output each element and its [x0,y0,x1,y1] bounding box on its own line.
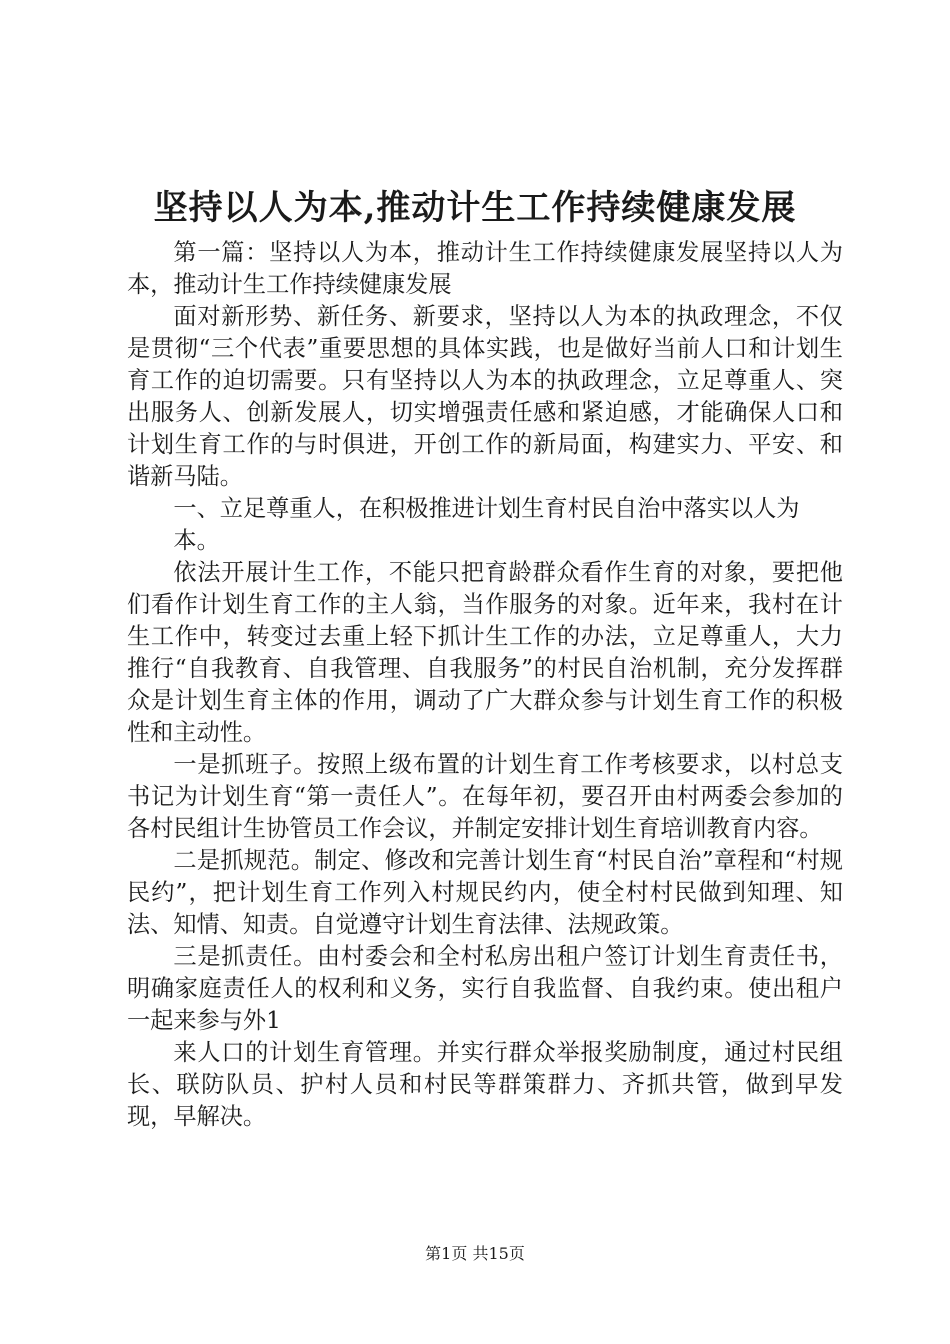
paragraph-responsibility: 三是抓责任。由村委会和全村私房出租户签订计划生育责任书，明确家庭责任人的权利和义务，实行自我监督、自我约束。使出租户一起来参与外1 [127,943,843,1034]
paragraph-context: 面对新形势、新任务、新要求，坚持以人为本的执政理念，不仅是贯彻“三个代表”重要思想的具体实践，也是做好当前人口和计划生育工作的迫切需要。只有坚持以人为本的执政理念，立足尊重人、突出服务人、创新发展人，切实增强责任感和紧迫感，才能确保人口和计划生育工作的与时俱进，开创工作的新局面，构建实力、平安、和谐新马陆。 [127,303,843,490]
page-footer [0,1243,950,1265]
paragraph-regulation: 二是抓规范。制定、修改和完善计划生育“村民自治”章程和“村规民约”，把计划生育工作列入村规民约内，使全村村民做到知理、知法、知情、知责。自觉遵守计划生育法律、法规政策。 [127,847,843,938]
paragraph-intro: 第一篇：坚持以人为本，推动计生工作持续健康发展坚持以人为本，推动计生工作持续健康发展 [127,239,843,298]
paragraph-management: 来人口的计划生育管理。并实行群众举报奖励制度，通过村民组长、联防队员、护村人员和村民等群策群力、齐抓共管，做到早发现，早解决。 [127,1039,843,1130]
paragraph-self-governance: 依法开展计生工作，不能只把育龄群众看作生育的对象，要把他们看作计划生育工作的主人翁，当作服务的对象。近年来，我村在计生工作中，转变过去重上轻下抓计生工作的办法，立足尊重人，大力推行“自我教育、自我管理、自我服务”的村民自治机制，充分发挥群众是计划生育主体的作用，调动了广大群众参与计划生育工作的积极性和主动性。 [127,559,843,746]
document-body [127,237,843,1133]
section-heading-1-continued: 本。 [173,527,220,554]
page-number: 第1页 [425,1244,468,1263]
page-total: 共15页 [472,1244,525,1263]
section-heading-1: 一、立足尊重人，在积极推进计划生育村民自治中落实以人为 [173,495,800,522]
document-title: 坚持以人为本,推动计生工作持续健康发展 [153,188,797,228]
paragraph-leadership: 一是抓班子。按照上级布置的计划生育工作考核要求，以村总支书记为计划生育“第一责任人”。在每年初，要召开由村两委会参加的各村民组计生协管员工作会议，并制定安排计划生育培训教育内容。 [127,751,843,842]
